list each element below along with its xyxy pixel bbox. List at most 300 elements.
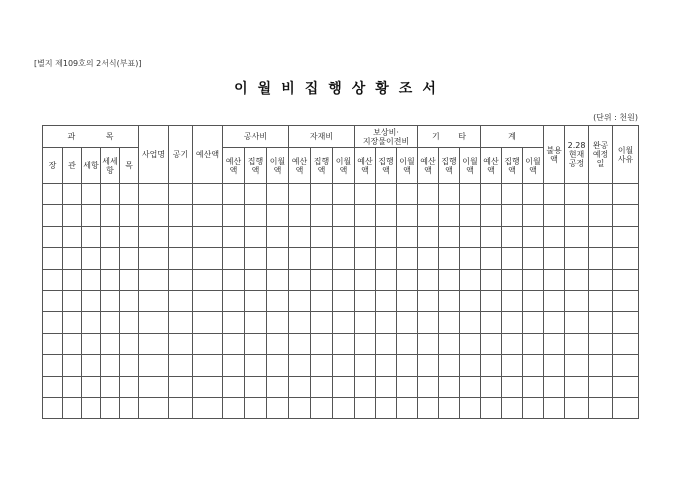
- table-cell: [544, 269, 565, 290]
- table-cell: [63, 376, 82, 397]
- table-cell: [267, 226, 289, 247]
- header-compensation: 보상비· 지장물이전비: [355, 126, 418, 148]
- table-cell: [439, 333, 460, 354]
- table-cell: [223, 248, 245, 269]
- table-cell: [289, 184, 311, 205]
- table-cell: [289, 355, 311, 376]
- table-cell: [139, 333, 169, 354]
- table-cell: [355, 269, 376, 290]
- header-gwamok: 과 목: [43, 126, 139, 148]
- table-cell: [311, 333, 333, 354]
- table-cell: [289, 248, 311, 269]
- table-cell: [460, 248, 481, 269]
- table-cell: [418, 184, 439, 205]
- table-cell: [355, 290, 376, 311]
- table-cell: [82, 290, 101, 311]
- table-cell: [544, 355, 565, 376]
- table-cell: [523, 205, 544, 226]
- table-cell: [355, 205, 376, 226]
- table-cell: [481, 184, 502, 205]
- table-cell: [333, 333, 355, 354]
- table-cell: [439, 184, 460, 205]
- table-cell: [43, 333, 63, 354]
- table-cell: [267, 333, 289, 354]
- table-cell: [481, 248, 502, 269]
- table-cell: [120, 290, 139, 311]
- table-cell: [289, 333, 311, 354]
- table-cell: [376, 184, 397, 205]
- table-cell: [169, 248, 193, 269]
- table-cell: [63, 184, 82, 205]
- table-cell: [289, 312, 311, 333]
- table-cell: [376, 226, 397, 247]
- sub-carryover-compensation: 이월액: [397, 148, 418, 184]
- table-cell: [589, 205, 613, 226]
- table-cell: [101, 248, 120, 269]
- table-cell: [139, 269, 169, 290]
- table-cell: [523, 333, 544, 354]
- table-cell: [120, 205, 139, 226]
- table-cell: [311, 290, 333, 311]
- sub-carryover-construction: 이월액: [267, 148, 289, 184]
- sub-budget-other: 예산액: [418, 148, 439, 184]
- table-cell: [613, 269, 639, 290]
- header-jang: 장: [43, 148, 63, 184]
- table-row: [43, 290, 639, 311]
- table-cell: [82, 333, 101, 354]
- table-cell: [311, 269, 333, 290]
- table-cell: [418, 269, 439, 290]
- table-cell: [481, 269, 502, 290]
- table-cell: [245, 184, 267, 205]
- table-cell: [544, 376, 565, 397]
- table-cell: [139, 226, 169, 247]
- table-cell: [613, 184, 639, 205]
- table-cell: [502, 397, 523, 418]
- table-cell: [82, 226, 101, 247]
- header-mok: 목: [120, 148, 139, 184]
- header-carryover-reason: 이월 사유: [613, 126, 639, 184]
- table-cell: [245, 376, 267, 397]
- table-cell: [355, 397, 376, 418]
- table-cell: [481, 312, 502, 333]
- table-cell: [544, 184, 565, 205]
- table-cell: [120, 226, 139, 247]
- table-cell: [544, 205, 565, 226]
- table-cell: [355, 333, 376, 354]
- table-cell: [565, 312, 589, 333]
- table-cell: [376, 269, 397, 290]
- table-cell: [589, 312, 613, 333]
- table-cell: [481, 376, 502, 397]
- table-cell: [43, 355, 63, 376]
- table-row: [43, 333, 639, 354]
- table-cell: [439, 269, 460, 290]
- table-cell: [613, 355, 639, 376]
- table-cell: [169, 397, 193, 418]
- table-cell: [82, 269, 101, 290]
- table-cell: [333, 184, 355, 205]
- table-cell: [565, 226, 589, 247]
- table-cell: [120, 397, 139, 418]
- sub-budget-construction: 예산액: [223, 148, 245, 184]
- table-cell: [43, 269, 63, 290]
- table-cell: [289, 205, 311, 226]
- table-cell: [82, 205, 101, 226]
- table-cell: [101, 226, 120, 247]
- sub-executed-other: 집행액: [439, 148, 460, 184]
- form-label: [별지 제109호의 2서식(부표)]: [34, 59, 142, 68]
- table-cell: [589, 248, 613, 269]
- table-cell: [101, 184, 120, 205]
- table-cell: [544, 397, 565, 418]
- table-cell: [139, 205, 169, 226]
- table-cell: [439, 226, 460, 247]
- table-cell: [460, 226, 481, 247]
- table-cell: [481, 397, 502, 418]
- table-cell: [311, 397, 333, 418]
- table-cell: [565, 333, 589, 354]
- table-cell: [376, 376, 397, 397]
- table-cell: [245, 312, 267, 333]
- table-cell: [481, 226, 502, 247]
- table-cell: [565, 397, 589, 418]
- table-cell: [245, 248, 267, 269]
- table-cell: [223, 376, 245, 397]
- table-cell: [169, 355, 193, 376]
- table-cell: [63, 226, 82, 247]
- table-cell: [120, 355, 139, 376]
- table-cell: [481, 290, 502, 311]
- header-construction: 공사비: [223, 126, 289, 148]
- table-cell: [397, 184, 418, 205]
- table-cell: [355, 312, 376, 333]
- table-cell: [502, 376, 523, 397]
- table-cell: [139, 290, 169, 311]
- table-cell: [333, 269, 355, 290]
- table-cell: [565, 269, 589, 290]
- table-cell: [376, 355, 397, 376]
- table-cell: [139, 248, 169, 269]
- table-cell: [460, 205, 481, 226]
- table-cell: [193, 184, 223, 205]
- table-cell: [82, 248, 101, 269]
- table-cell: [502, 226, 523, 247]
- table-cell: [193, 205, 223, 226]
- table-cell: [502, 355, 523, 376]
- table-cell: [523, 226, 544, 247]
- table-cell: [565, 205, 589, 226]
- table-cell: [397, 248, 418, 269]
- table-cell: [439, 248, 460, 269]
- table-row: [43, 248, 639, 269]
- table-cell: [223, 312, 245, 333]
- header-completion: 완공 예정일: [589, 126, 613, 184]
- table-row: [43, 376, 639, 397]
- table-cell: [523, 312, 544, 333]
- table-cell: [193, 248, 223, 269]
- header-hang: 세항: [82, 148, 101, 184]
- table-cell: [223, 184, 245, 205]
- table-cell: [613, 397, 639, 418]
- table-cell: [193, 312, 223, 333]
- table-row: [43, 312, 639, 333]
- table-cell: [223, 333, 245, 354]
- table-cell: [245, 397, 267, 418]
- table-cell: [333, 290, 355, 311]
- table-cell: [523, 397, 544, 418]
- table-cell: [289, 226, 311, 247]
- table-cell: [460, 312, 481, 333]
- header-other: 기 타: [418, 126, 481, 148]
- table-cell: [523, 376, 544, 397]
- table-cell: [460, 397, 481, 418]
- table-cell: [267, 269, 289, 290]
- table-cell: [311, 376, 333, 397]
- table-cell: [267, 397, 289, 418]
- table-cell: [193, 269, 223, 290]
- table-cell: [523, 184, 544, 205]
- table-cell: [43, 184, 63, 205]
- header-total: 계: [481, 126, 544, 148]
- table-cell: [439, 355, 460, 376]
- table-cell: [139, 312, 169, 333]
- table-cell: [418, 355, 439, 376]
- sub-budget-materials: 예산액: [289, 148, 311, 184]
- header-unused: 불용액: [544, 126, 565, 184]
- table-cell: [502, 312, 523, 333]
- table-cell: [397, 226, 418, 247]
- table-cell: [245, 269, 267, 290]
- table-cell: [418, 248, 439, 269]
- sub-executed-total: 집행액: [502, 148, 523, 184]
- table-cell: [544, 226, 565, 247]
- table-cell: [223, 397, 245, 418]
- table-cell: [245, 355, 267, 376]
- table-cell: [397, 269, 418, 290]
- table-cell: [355, 355, 376, 376]
- table-cell: [333, 355, 355, 376]
- table-cell: [63, 333, 82, 354]
- table-cell: [565, 184, 589, 205]
- table-cell: [439, 312, 460, 333]
- table-cell: [139, 184, 169, 205]
- table-cell: [355, 376, 376, 397]
- table-cell: [120, 333, 139, 354]
- table-cell: [589, 184, 613, 205]
- table-cell: [397, 397, 418, 418]
- table-cell: [139, 355, 169, 376]
- table-cell: [289, 290, 311, 311]
- table-cell: [589, 333, 613, 354]
- table-cell: [267, 290, 289, 311]
- table-cell: [63, 290, 82, 311]
- table-cell: [439, 397, 460, 418]
- table-cell: [289, 376, 311, 397]
- table-cell: [120, 376, 139, 397]
- table-cell: [311, 248, 333, 269]
- table-cell: [523, 355, 544, 376]
- table-cell: [613, 333, 639, 354]
- sub-budget-total: 예산액: [481, 148, 502, 184]
- table-cell: [565, 290, 589, 311]
- table-cell: [502, 269, 523, 290]
- sub-carryover-total: 이월액: [523, 148, 544, 184]
- table-cell: [418, 333, 439, 354]
- table-cell: [355, 184, 376, 205]
- table-cell: [223, 290, 245, 311]
- table-cell: [439, 290, 460, 311]
- table-cell: [289, 397, 311, 418]
- table-cell: [355, 248, 376, 269]
- table-cell: [418, 397, 439, 418]
- table-cell: [101, 333, 120, 354]
- table-row: [43, 205, 639, 226]
- table-cell: [333, 248, 355, 269]
- table-cell: [101, 397, 120, 418]
- table-cell: [63, 205, 82, 226]
- table-cell: [565, 355, 589, 376]
- sub-executed-compensation: 집행액: [376, 148, 397, 184]
- sub-carryover-other: 이월액: [460, 148, 481, 184]
- table-cell: [43, 376, 63, 397]
- table-cell: [267, 312, 289, 333]
- table-cell: [565, 248, 589, 269]
- table-cell: [169, 184, 193, 205]
- table-cell: [139, 397, 169, 418]
- table-cell: [481, 355, 502, 376]
- table-cell: [460, 269, 481, 290]
- table-cell: [63, 269, 82, 290]
- table-cell: [589, 226, 613, 247]
- table-cell: [169, 269, 193, 290]
- table-cell: [613, 205, 639, 226]
- table-row: [43, 226, 639, 247]
- table-cell: [613, 226, 639, 247]
- table-cell: [245, 226, 267, 247]
- table-cell: [397, 205, 418, 226]
- table-cell: [523, 248, 544, 269]
- table-cell: [418, 226, 439, 247]
- table-cell: [589, 376, 613, 397]
- document-title: 이월비집행상황조서: [234, 81, 446, 97]
- table-cell: [63, 397, 82, 418]
- table-cell: [63, 355, 82, 376]
- table-cell: [589, 290, 613, 311]
- table-cell: [43, 397, 63, 418]
- table-cell: [289, 269, 311, 290]
- table-cell: [613, 312, 639, 333]
- table-cell: [502, 184, 523, 205]
- table-cell: [120, 312, 139, 333]
- table-cell: [502, 248, 523, 269]
- table-cell: [267, 355, 289, 376]
- table-cell: [169, 290, 193, 311]
- sub-executed-materials: 집행액: [311, 148, 333, 184]
- table-cell: [589, 355, 613, 376]
- table-cell: [481, 333, 502, 354]
- table-cell: [169, 226, 193, 247]
- header-budget: 예산액: [193, 126, 223, 184]
- table-cell: [376, 397, 397, 418]
- table-cell: [613, 376, 639, 397]
- table-cell: [589, 269, 613, 290]
- table-cell: [523, 290, 544, 311]
- carryover-execution-table: [42, 125, 639, 419]
- table-cell: [120, 248, 139, 269]
- table-cell: [502, 333, 523, 354]
- table-cell: [101, 355, 120, 376]
- table-cell: [223, 269, 245, 290]
- table-cell: [139, 376, 169, 397]
- header-business-name: 사업명: [139, 126, 169, 184]
- table-cell: [397, 312, 418, 333]
- table-cell: [63, 312, 82, 333]
- table-cell: [82, 376, 101, 397]
- table-cell: [397, 376, 418, 397]
- header-materials: 자재비: [289, 126, 355, 148]
- table-cell: [82, 355, 101, 376]
- sub-carryover-materials: 이월액: [333, 148, 355, 184]
- table-cell: [544, 290, 565, 311]
- table-row: [43, 184, 639, 205]
- table-cell: [333, 312, 355, 333]
- table-cell: [267, 205, 289, 226]
- table-cell: [101, 290, 120, 311]
- table-cell: [169, 333, 193, 354]
- table-cell: [223, 226, 245, 247]
- table-cell: [193, 290, 223, 311]
- table-cell: [43, 312, 63, 333]
- table-cell: [43, 290, 63, 311]
- table-cell: [544, 312, 565, 333]
- table-cell: [333, 205, 355, 226]
- sub-executed-construction: 집행액: [245, 148, 267, 184]
- table-row: [43, 355, 639, 376]
- table-cell: [169, 312, 193, 333]
- table-cell: [376, 312, 397, 333]
- table-cell: [333, 376, 355, 397]
- table-cell: [267, 376, 289, 397]
- table-cell: [481, 205, 502, 226]
- table-cell: [82, 312, 101, 333]
- table-cell: [311, 226, 333, 247]
- table-cell: [502, 205, 523, 226]
- table-cell: [267, 184, 289, 205]
- table-cell: [460, 333, 481, 354]
- table-cell: [376, 290, 397, 311]
- table-cell: [439, 205, 460, 226]
- table-cell: [169, 205, 193, 226]
- table-cell: [193, 226, 223, 247]
- table-cell: [223, 355, 245, 376]
- table-cell: [460, 184, 481, 205]
- table-cell: [376, 248, 397, 269]
- table-cell: [245, 333, 267, 354]
- table-cell: [169, 376, 193, 397]
- table-cell: [439, 376, 460, 397]
- table-cell: [376, 205, 397, 226]
- header-gwan: 관: [63, 148, 82, 184]
- table-cell: [82, 397, 101, 418]
- table-cell: [223, 205, 245, 226]
- table-cell: [311, 355, 333, 376]
- table-cell: [376, 333, 397, 354]
- sub-budget-compensation: 예산액: [355, 148, 376, 184]
- table-cell: [418, 290, 439, 311]
- table-cell: [101, 376, 120, 397]
- table-cell: [333, 397, 355, 418]
